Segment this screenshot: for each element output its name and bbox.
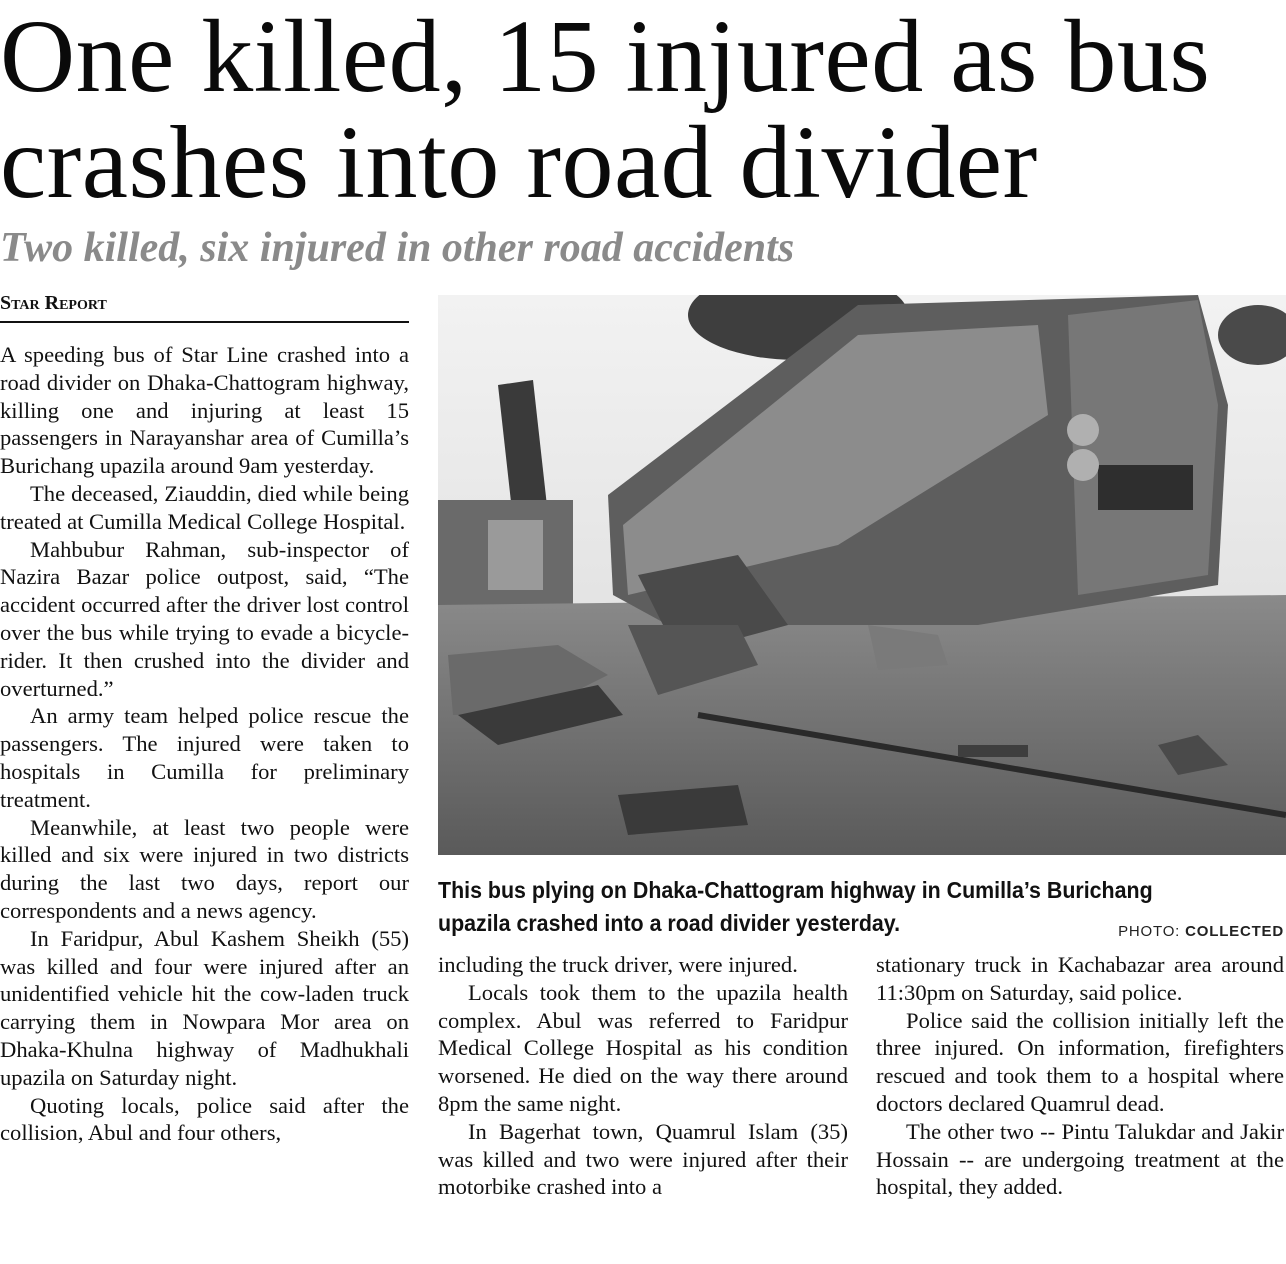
news-photo	[438, 295, 1286, 855]
byline: Star Report	[0, 292, 409, 323]
bus-crash-photo	[438, 295, 1286, 855]
article-column-1	[0, 341, 409, 1147]
paragraph: In Faridpur, Abul Kashem Sheikh (55) was killed and four were injured after an unidentified vehicle hit the cow-laden truck carrying them in Nowpara Mor area on Dhaka-Khulna highway of Madhukhali upazila on Saturday night.	[0, 925, 409, 1090]
headline-line-1: One killed, 15 injured as bus	[0, 0, 1211, 114]
photo-caption	[438, 874, 1201, 940]
paragraph: Mahbubur Rahman, sub-inspector of Nazira Bazar police outpost, said, “The accident occurred after the driver lost control over the bus while trying to evade a bicycle-rider. It then crushed into the divider and overturned.”	[0, 536, 409, 701]
paragraph: Quoting locals, police said after the collision, Abul and four others,	[0, 1092, 409, 1146]
photo-credit-source: COLLECTED	[1185, 923, 1284, 940]
paragraph: Locals took them to the upazila health complex. Abul was referred to Faridpur Medical College Hospital as his condition worsened. He died on the way there around 8pm the same night.	[438, 979, 848, 1116]
subheadline: Two killed, six injured in other road accidents	[0, 225, 795, 271]
paragraph: The deceased, Ziauddin, died while being treated at Cumilla Medical College Hospital.	[0, 480, 409, 534]
article-column-3	[876, 951, 1284, 1201]
paragraph: Meanwhile, at least two people were killed and six were injured in two districts during the last two days, report our correspondents and a news agency.	[0, 814, 409, 923]
paragraph: An army team helped police rescue the passengers. The injured were taken to hospitals in Cumilla for preliminary treatment.	[0, 703, 409, 812]
photo-credit	[1118, 923, 1284, 940]
paragraph: including the truck driver, were injured.	[438, 952, 798, 977]
caption-line-1: This bus plying on Dhaka-Chattogram highway in Cumilla’s Burichang	[438, 877, 1153, 903]
headline	[0, 0, 1286, 220]
paragraph: The other two -- Pintu Talukdar and Jakir Hossain -- are undergoing treatment at the hospital, they added.	[876, 1118, 1284, 1200]
paragraph: stationary truck in Kachabazar area around 11:30pm on Saturday, said police.	[876, 952, 1284, 1005]
photo-credit-label: PHOTO:	[1118, 923, 1181, 940]
article-column-2	[438, 951, 848, 1201]
headline-line-2: crashes into road divider	[0, 105, 1038, 220]
caption-line-2: upazila crashed into a road divider yesterday.	[438, 910, 901, 936]
paragraph: A speeding bus of Star Line crashed into a road divider on Dhaka-Chattogram highway, killing one and injuring at least 15 passengers in Narayanshar area of Cumilla’s Burichang upazila around 9am yesterday.	[0, 342, 409, 479]
paragraph: Police said the collision initially left the three injured. On information, firefighters rescued and took them to a hospital where doctors declared Quamrul dead.	[876, 1007, 1284, 1116]
paragraph: In Bagerhat town, Quamrul Islam (35) was killed and two were injured after their motorbike crashed into a	[438, 1118, 848, 1200]
